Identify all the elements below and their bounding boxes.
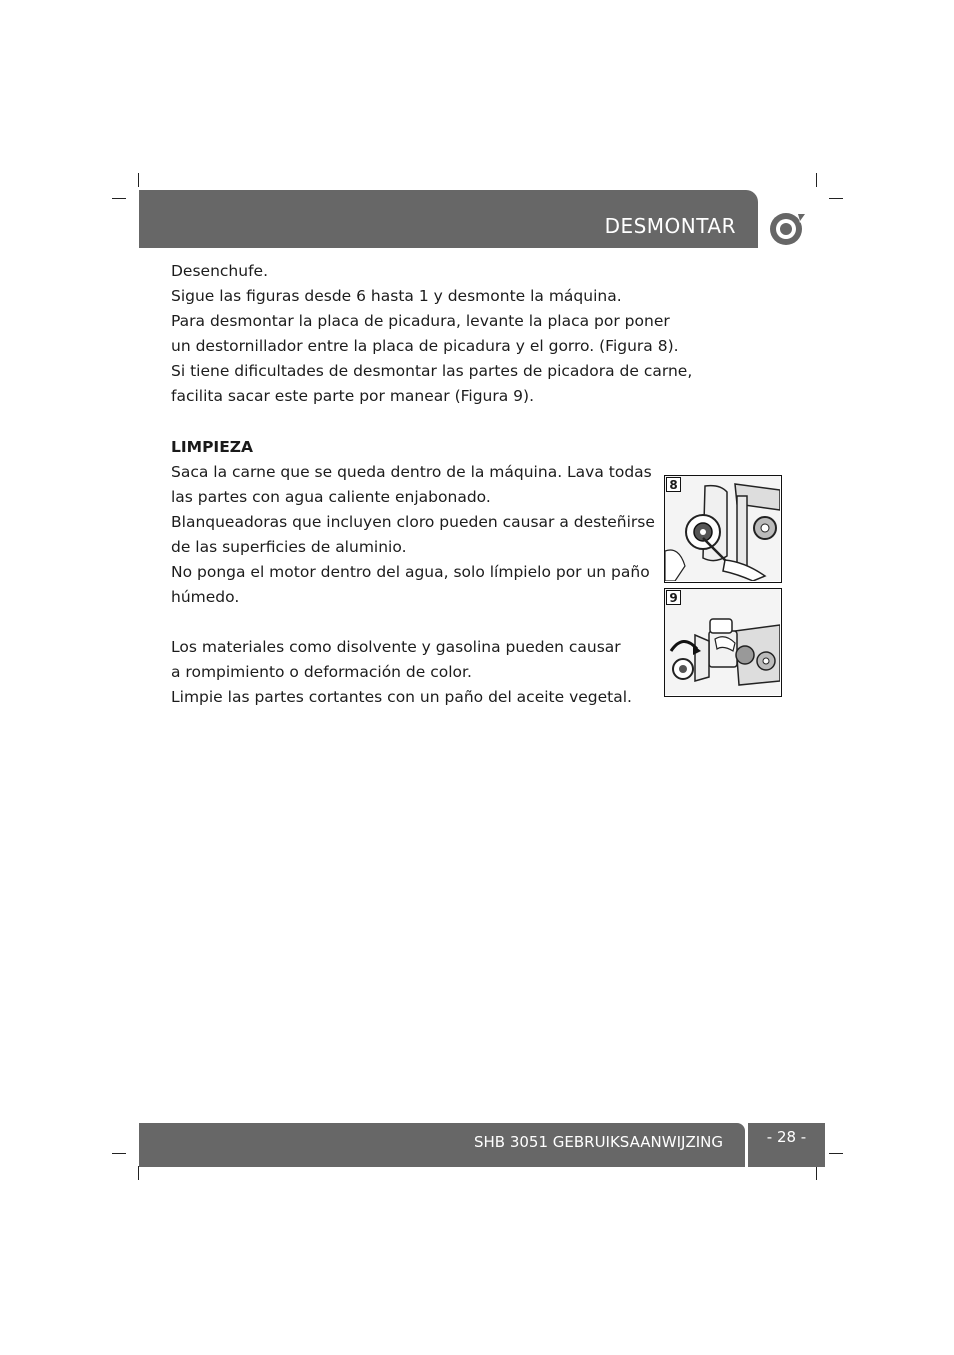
cleaning-text bbox=[171, 460, 731, 710]
cleaning-line: a rompimiento o deformación de color. bbox=[171, 663, 472, 681]
intro-line: Sigue las figuras desde 6 hasta 1 y desmonte la máquina. bbox=[171, 287, 622, 305]
cleaning-line: Los materiales como disolvente y gasolina pueden causar bbox=[171, 638, 621, 656]
section-title: DESMONTAR bbox=[604, 214, 736, 238]
figure-number: 8 bbox=[666, 477, 681, 492]
intro-line: Desenchufe. bbox=[171, 262, 268, 280]
cleaning-line: de las superficies de aluminio. bbox=[171, 538, 407, 556]
figure-8 bbox=[664, 475, 782, 583]
grinder-screwdriver-illustration bbox=[665, 476, 780, 581]
page-number: - 28 - bbox=[766, 1128, 807, 1146]
section-header-bar bbox=[139, 190, 758, 248]
manual-title: SHB 3051 GEBRUIKSAANWIJZING bbox=[473, 1133, 723, 1151]
cleaning-line: Limpie las partes cortantes con un paño del aceite vegetal. bbox=[171, 688, 632, 706]
intro-line: facilita sacar este parte por manear (Figura 9). bbox=[171, 387, 535, 405]
intro-text bbox=[171, 259, 731, 409]
crop-mark bbox=[112, 198, 126, 199]
intro-line: Para desmontar la placa de picadura, levante la placa por poner bbox=[171, 312, 670, 330]
crop-mark bbox=[829, 198, 843, 199]
cleaning-line: Saca la carne que se queda dentro de la máquina. Lava todas bbox=[171, 463, 652, 481]
brand-logo-icon bbox=[767, 210, 807, 248]
cleaning-line: húmedo. bbox=[171, 588, 240, 606]
figure-number: 9 bbox=[666, 590, 681, 605]
grinder-disassembly-illustration bbox=[665, 589, 780, 695]
crop-mark bbox=[816, 1166, 817, 1180]
intro-line: Si tiene dificultades de desmontar las partes de picadora de carne, bbox=[171, 362, 693, 380]
page-number-box bbox=[748, 1123, 825, 1167]
footer-bar bbox=[139, 1123, 745, 1167]
cleaning-line: No ponga el motor dentro del agua, solo límpielo por un paño bbox=[171, 563, 650, 581]
crop-mark bbox=[138, 173, 139, 187]
cleaning-line: Blanqueadoras que incluyen cloro pueden causar a desteñirse bbox=[171, 513, 655, 531]
cleaning-line bbox=[171, 610, 731, 635]
intro-line: un destornillador entre la placa de picadura y el gorro. (Figura 8). bbox=[171, 337, 679, 355]
crop-mark bbox=[829, 1153, 843, 1154]
figure-9 bbox=[664, 588, 782, 697]
crop-mark bbox=[816, 173, 817, 187]
crop-mark bbox=[112, 1153, 126, 1154]
crop-mark bbox=[138, 1166, 139, 1180]
cleaning-heading: LIMPIEZA bbox=[171, 438, 254, 456]
cleaning-line: las partes con agua caliente enjabonado. bbox=[171, 488, 491, 506]
